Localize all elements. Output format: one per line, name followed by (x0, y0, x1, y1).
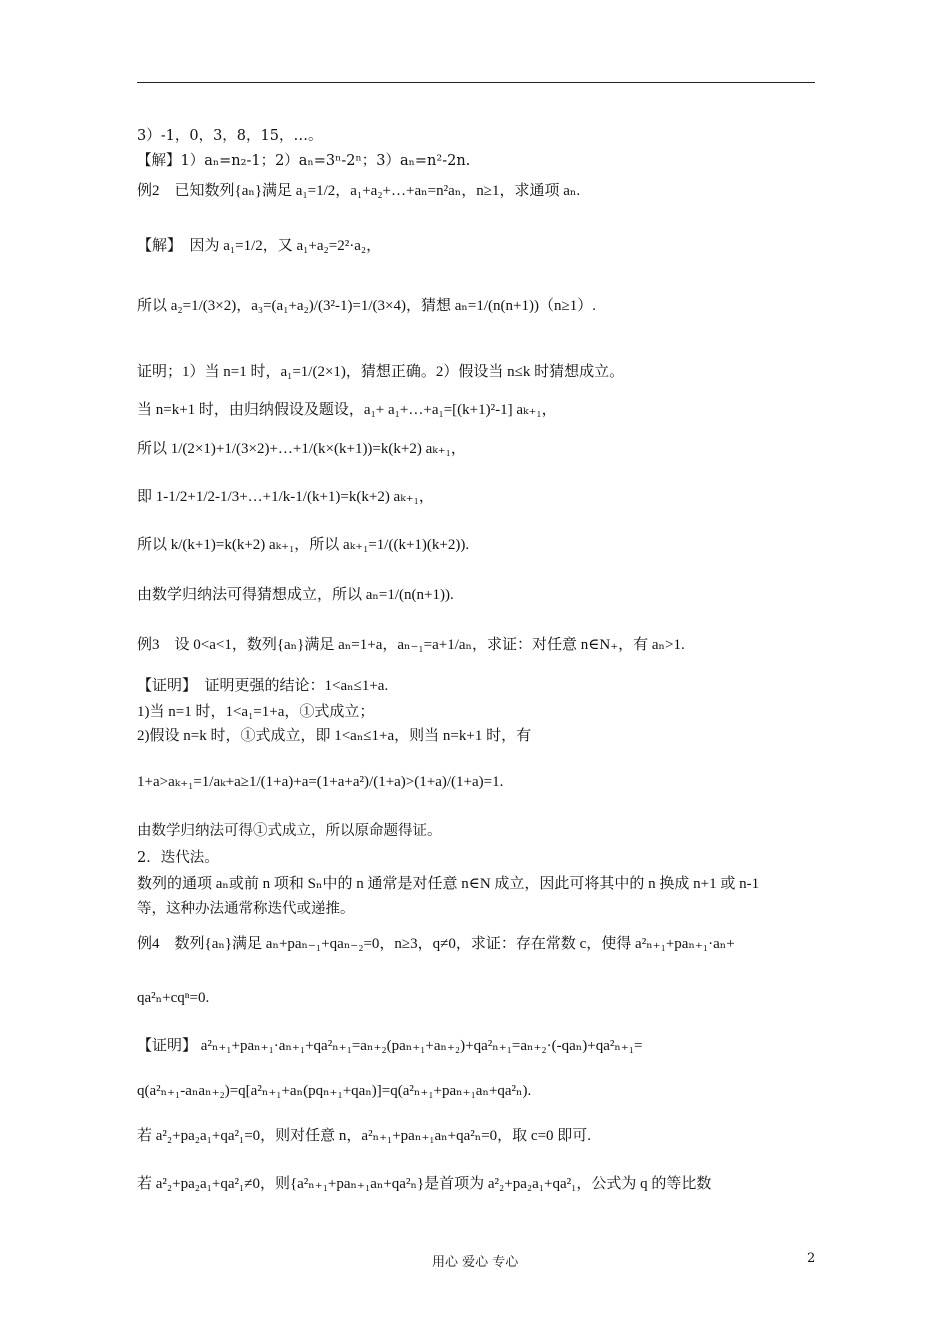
text-line-24: q(a²ₙ₊₁-aₙaₙ₊₂)=q[a²ₙ₊₁+aₙ(pqₙ₊₁+qaₙ)]=q(a²ₙ₊₁+paₙ₊₁aₙ+qa²ₙ). (137, 1083, 532, 1099)
footer-text: 用心 爱心 专心 (432, 1255, 519, 1270)
text-line-16: 1+a>aₖ₊₁=1/aₖ+a≥1/(1+a)+a=(1+a+a²)/(1+a)>(1+a)/(1+a)=1. (137, 774, 504, 790)
text-line-23: 【证明】 a²ₙ₊₁+paₙ₊₁·aₙ₊₁+qa²ₙ₊₁=aₙ₊₂(paₙ₊₁+aₙ₊₂)+qa²ₙ₊₁=aₙ₊₂·(-qaₙ)+qa²ₙ₊₁= (137, 1038, 643, 1054)
text-line-15: 2)假设 n=k 时，①式成立，即 1<aₙ≤1+a，则当 n=k+1 时，有 (137, 728, 532, 744)
text-line-19: 数列的通项 aₙ或前 n 项和 Sₙ中的 n 通常是对任意 n∈N 成立，因此可将其中的 n 换成 n+1 或 n-1 (137, 876, 760, 892)
text-line-10: 所以 k/(k+1)=k(k+2) aₖ₊₁，所以 aₖ₊₁=1/((k+1)(k+2)). (137, 537, 470, 553)
text-line-12: 例3 设 0<a<1，数列{aₙ}满足 aₙ=1+a，aₙ₋₁=a+1/aₙ，求证：对任意 n∈N₊，有 aₙ>1. (137, 637, 685, 653)
text-line-26: 若 a²₂+pa₂a₁+qa²₁≠0，则{a²ₙ₊₁+paₙ₊₁aₙ+qa²ₙ}是首项为 a²₂+pa₂a₁+qa²₁，公式为 q 的等比数 (137, 1176, 712, 1192)
text-line-21: 例4 数列{aₙ}满足 aₙ+paₙ₋₁+qaₙ₋₂=0，n≥3，q≠0，求证：存在常数 c，使得 a²ₙ₊₁+paₙ₊₁·aₙ+ (137, 936, 735, 952)
text-line-8: 所以 1/(2×1)+1/(3×2)+…+1/(k×(k+1))=k(k+2) aₖ₊₁， (137, 441, 466, 457)
text-line-7: 当 n=k+1 时，由归纳假设及题设，a₁+ a₁+…+a₁=[(k+1)²-1] aₖ₊₁， (137, 402, 557, 418)
text-line-9: 即 1-1/2+1/2-1/3+…+1/k-1/(k+1)=k(k+2) aₖ₊₁， (137, 489, 434, 505)
text-line-1: 3）-1，0，3，8，15，…。 (137, 128, 323, 144)
text-line-18: 2．迭代法。 (137, 850, 219, 866)
text-line-25: 若 a²₂+pa₂a₁+qa²₁=0，则对任意 n，a²ₙ₊₁+paₙ₊₁aₙ+qa²ₙ=0，取 c=0 即可. (137, 1128, 592, 1144)
text-line-11: 由数学归纳法可得猜想成立，所以 aₙ=1/(n(n+1)). (137, 587, 454, 603)
text-line-13: 【证明】 证明更强的结论：1<aₙ≤1+a. (137, 678, 389, 694)
header-rule (137, 82, 815, 83)
text-line-3: 例2 已知数列{aₙ}满足 a₁=1/2，a₁+a₂+…+aₙ=n²aₙ，n≥1，求通项 aₙ. (137, 183, 581, 199)
text-line-5: 所以 a₂=1/(3×2)，a₃=(a₁+a₂)/(3²-1)=1/(3×4)，猜想 aₙ=1/(n(n+1))（n≥1）. (137, 298, 596, 314)
text-line-22: qa²ₙ+cqⁿ=0. (137, 990, 210, 1006)
text-line-17: 由数学归纳法可得①式成立，所以原命题得证。 (137, 823, 442, 839)
text-line-14: 1)当 n=1 时，1<a₁=1+a，①式成立； (137, 704, 375, 720)
text-line-20: 等，这种办法通常称迭代或递推。 (137, 901, 355, 917)
text-line-6: 证明；1）当 n=1 时，a₁=1/(2×1)，猜想正确。2）假设当 n≤k 时猜想成立。 (137, 364, 625, 380)
text-line-4: 【解】 因为 a₁=1/2，又 a₁+a₂=2²·a₂， (137, 238, 382, 254)
page-number: 2 (807, 1251, 816, 1266)
text-line-2: 【解】1）aₙ=n₂-1；2）aₙ=3ⁿ-2ⁿ；3）aₙ=n²-2n. (137, 153, 471, 169)
